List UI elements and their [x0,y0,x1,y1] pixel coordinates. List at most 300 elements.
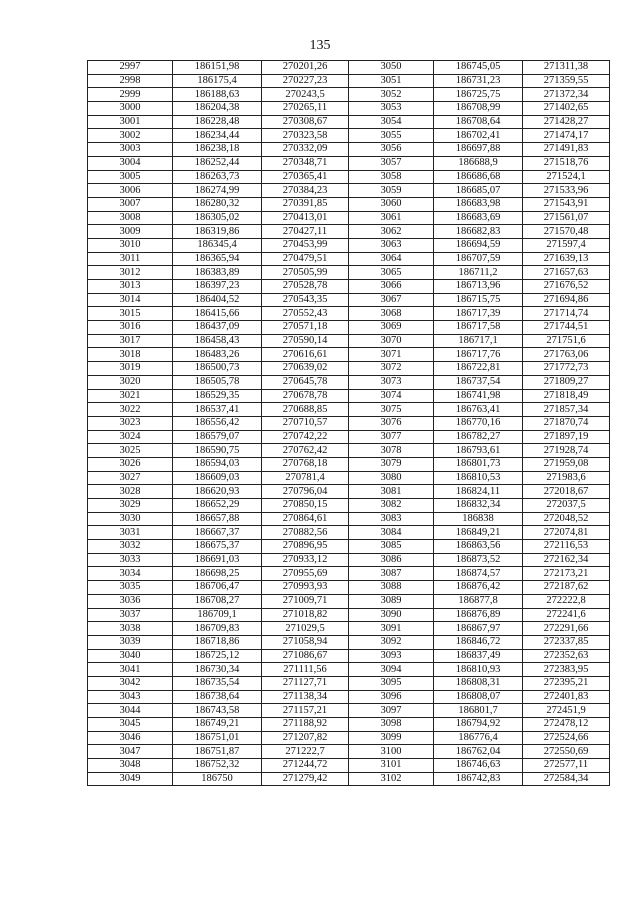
table-row [88,61,610,75]
x-coordinate-left: 186204,38 [173,102,262,116]
point-number-right: 3074 [349,389,434,403]
y-coordinate-right: 271763,06 [523,348,610,362]
x-coordinate-left: 186620,93 [173,485,262,499]
x-coordinate-left: 186404,52 [173,293,262,307]
point-number-left: 3038 [88,622,173,636]
y-coordinate-left: 270688,85 [262,403,349,417]
point-number-right: 3083 [349,512,434,526]
table-row [88,512,610,526]
y-coordinate-right: 272451,9 [523,704,610,718]
table-row [88,156,610,170]
x-coordinate-left: 186397,23 [173,280,262,294]
y-coordinate-right: 271491,83 [523,143,610,157]
y-coordinate-left: 271157,21 [262,704,349,718]
point-number-right: 3090 [349,608,434,622]
point-number-right: 3079 [349,457,434,471]
point-number-right: 3078 [349,444,434,458]
y-coordinate-right: 272524,66 [523,731,610,745]
table-row [88,457,610,471]
y-coordinate-left: 271279,42 [262,772,349,786]
table-row [88,649,610,663]
point-number-right: 3093 [349,649,434,663]
table-row [88,690,610,704]
x-coordinate-right: 186741,98 [434,389,523,403]
point-number-right: 3077 [349,430,434,444]
table-row [88,635,610,649]
point-number-left: 3040 [88,649,173,663]
point-number-right: 3068 [349,307,434,321]
point-number-left: 3021 [88,389,173,403]
x-coordinate-right: 186746,63 [434,759,523,773]
y-coordinate-right: 271518,76 [523,156,610,170]
point-number-left: 2997 [88,61,173,75]
y-coordinate-right: 271751,6 [523,334,610,348]
y-coordinate-left: 270796,04 [262,485,349,499]
y-coordinate-left: 270543,35 [262,293,349,307]
y-coordinate-left: 270955,69 [262,567,349,581]
x-coordinate-right: 186762,04 [434,745,523,759]
point-number-left: 3026 [88,457,173,471]
point-number-left: 3007 [88,197,173,211]
table-row [88,225,610,239]
x-coordinate-right: 186808,31 [434,676,523,690]
x-coordinate-right: 186782,27 [434,430,523,444]
table-row [88,348,610,362]
point-number-left: 3001 [88,115,173,129]
x-coordinate-left: 186151,98 [173,61,262,75]
y-coordinate-right: 271311,38 [523,61,610,75]
point-number-right: 3084 [349,526,434,540]
x-coordinate-left: 186383,89 [173,266,262,280]
x-coordinate-right: 186711,2 [434,266,523,280]
point-number-left: 3020 [88,375,173,389]
point-number-left: 3033 [88,553,173,567]
x-coordinate-left: 186743,58 [173,704,262,718]
point-number-right: 3062 [349,225,434,239]
point-number-right: 3091 [349,622,434,636]
x-coordinate-right: 186737,54 [434,375,523,389]
point-number-left: 3048 [88,759,173,773]
page-number: 135 [309,38,331,53]
x-coordinate-left: 186691,03 [173,553,262,567]
point-number-right: 3067 [349,293,434,307]
point-number-right: 3066 [349,280,434,294]
y-coordinate-left: 270933,12 [262,553,349,567]
point-number-right: 3058 [349,170,434,184]
table-row [88,499,610,513]
table-row [88,676,610,690]
point-number-left: 3032 [88,540,173,554]
point-number-left: 3030 [88,512,173,526]
y-coordinate-right: 271983,6 [523,471,610,485]
y-coordinate-right: 272222,8 [523,594,610,608]
point-number-left: 3002 [88,129,173,143]
y-coordinate-left: 270993,93 [262,581,349,595]
x-coordinate-left: 186752,32 [173,759,262,773]
y-coordinate-left: 270332,09 [262,143,349,157]
point-number-right: 3051 [349,74,434,88]
point-number-left: 3039 [88,635,173,649]
point-number-right: 3071 [349,348,434,362]
y-coordinate-right: 271597,4 [523,238,610,252]
x-coordinate-left: 186709,1 [173,608,262,622]
point-number-left: 3025 [88,444,173,458]
x-coordinate-right: 186874,57 [434,567,523,581]
x-coordinate-left: 186365,94 [173,252,262,266]
point-number-right: 3080 [349,471,434,485]
x-coordinate-right: 186682,83 [434,225,523,239]
table-row [88,389,610,403]
table-row [88,567,610,581]
x-coordinate-right: 186794,92 [434,718,523,732]
point-number-left: 3009 [88,225,173,239]
y-coordinate-left: 270678,78 [262,389,349,403]
table-row [88,252,610,266]
y-coordinate-left: 271127,71 [262,676,349,690]
point-number-right: 3100 [349,745,434,759]
x-coordinate-right: 186793,61 [434,444,523,458]
x-coordinate-left: 186750 [173,772,262,786]
y-coordinate-right: 271657,63 [523,266,610,280]
table-row [88,115,610,129]
x-coordinate-right: 186715,75 [434,293,523,307]
y-coordinate-left: 270645,78 [262,375,349,389]
point-number-right: 3050 [349,61,434,75]
point-number-right: 3082 [349,499,434,513]
y-coordinate-left: 270384,23 [262,184,349,198]
x-coordinate-left: 186590,75 [173,444,262,458]
x-coordinate-right: 186867,97 [434,622,523,636]
y-coordinate-right: 271570,48 [523,225,610,239]
x-coordinate-right: 186824,11 [434,485,523,499]
y-coordinate-right: 272577,11 [523,759,610,773]
y-coordinate-right: 271359,55 [523,74,610,88]
table-row [88,88,610,102]
x-coordinate-left: 186280,32 [173,197,262,211]
table-row [88,759,610,773]
y-coordinate-left: 270710,57 [262,416,349,430]
x-coordinate-right: 186873,52 [434,553,523,567]
table-row [88,772,610,786]
y-coordinate-left: 271058,94 [262,635,349,649]
x-coordinate-left: 186175,4 [173,74,262,88]
y-coordinate-right: 271959,08 [523,457,610,471]
y-coordinate-left: 270882,56 [262,526,349,540]
y-coordinate-right: 271474,17 [523,129,610,143]
y-coordinate-right: 271543,91 [523,197,610,211]
y-coordinate-right: 272018,67 [523,485,610,499]
x-coordinate-right: 186763,41 [434,403,523,417]
table-row [88,211,610,225]
table-row [88,102,610,116]
point-number-right: 3054 [349,115,434,129]
table-row [88,307,610,321]
x-coordinate-left: 186675,37 [173,540,262,554]
y-coordinate-left: 270348,71 [262,156,349,170]
x-coordinate-right: 186745,05 [434,61,523,75]
x-coordinate-left: 186657,88 [173,512,262,526]
table-row [88,403,610,417]
y-coordinate-left: 270742,22 [262,430,349,444]
table-row [88,143,610,157]
x-coordinate-left: 186738,64 [173,690,262,704]
x-coordinate-right: 186742,83 [434,772,523,786]
x-coordinate-right: 186694,59 [434,238,523,252]
point-number-right: 3076 [349,416,434,430]
x-coordinate-left: 186437,09 [173,321,262,335]
point-number-left: 3031 [88,526,173,540]
point-number-left: 3024 [88,430,173,444]
point-number-left: 3017 [88,334,173,348]
x-coordinate-right: 186686,68 [434,170,523,184]
point-number-left: 3005 [88,170,173,184]
x-coordinate-right: 186708,99 [434,102,523,116]
table-row [88,485,610,499]
y-coordinate-right: 271897,19 [523,430,610,444]
table-row [88,197,610,211]
x-coordinate-right: 186801,73 [434,457,523,471]
x-coordinate-left: 186458,43 [173,334,262,348]
point-number-right: 3064 [349,252,434,266]
x-coordinate-left: 186483,26 [173,348,262,362]
y-coordinate-right: 272584,34 [523,772,610,786]
x-coordinate-left: 186751,01 [173,731,262,745]
point-number-left: 3011 [88,252,173,266]
table-row [88,293,610,307]
point-number-right: 3053 [349,102,434,116]
x-coordinate-left: 186415,66 [173,307,262,321]
x-coordinate-left: 186708,27 [173,594,262,608]
y-coordinate-left: 270453,99 [262,238,349,252]
y-coordinate-left: 270639,02 [262,362,349,376]
x-coordinate-left: 186652,29 [173,499,262,513]
x-coordinate-left: 186749,21 [173,718,262,732]
point-number-right: 3088 [349,581,434,595]
y-coordinate-left: 270864,61 [262,512,349,526]
x-coordinate-left: 186556,42 [173,416,262,430]
y-coordinate-right: 272383,95 [523,663,610,677]
y-coordinate-right: 272241,6 [523,608,610,622]
x-coordinate-left: 186274,99 [173,184,262,198]
point-number-right: 3065 [349,266,434,280]
y-coordinate-right: 271428,27 [523,115,610,129]
x-coordinate-right: 186717,58 [434,321,523,335]
x-coordinate-right: 186725,75 [434,88,523,102]
x-coordinate-right: 186683,69 [434,211,523,225]
y-coordinate-right: 272116,53 [523,540,610,554]
y-coordinate-left: 270323,58 [262,129,349,143]
x-coordinate-left: 186609,03 [173,471,262,485]
point-number-left: 3028 [88,485,173,499]
y-coordinate-left: 270308,67 [262,115,349,129]
table-row [88,553,610,567]
point-number-left: 3036 [88,594,173,608]
x-coordinate-right: 186702,41 [434,129,523,143]
y-coordinate-left: 270552,43 [262,307,349,321]
y-coordinate-left: 271138,34 [262,690,349,704]
y-coordinate-right: 272037,5 [523,499,610,513]
x-coordinate-right: 186810,53 [434,471,523,485]
point-number-left: 3003 [88,143,173,157]
table-row [88,663,610,677]
table-row [88,444,610,458]
point-number-right: 3097 [349,704,434,718]
x-coordinate-left: 186537,41 [173,403,262,417]
x-coordinate-right: 186717,39 [434,307,523,321]
point-number-right: 3069 [349,321,434,335]
point-number-left: 3004 [88,156,173,170]
x-coordinate-right: 186683,98 [434,197,523,211]
x-coordinate-left: 186718,86 [173,635,262,649]
y-coordinate-right: 271818,49 [523,389,610,403]
x-coordinate-left: 186594,03 [173,457,262,471]
y-coordinate-right: 272048,52 [523,512,610,526]
x-coordinate-left: 186505,78 [173,375,262,389]
y-coordinate-left: 270850,15 [262,499,349,513]
y-coordinate-right: 272291,66 [523,622,610,636]
y-coordinate-left: 270427,11 [262,225,349,239]
x-coordinate-left: 186345,4 [173,238,262,252]
point-number-right: 3055 [349,129,434,143]
point-number-left: 3013 [88,280,173,294]
table-row [88,608,610,622]
x-coordinate-left: 186730,34 [173,663,262,677]
point-number-left: 3022 [88,403,173,417]
x-coordinate-right: 186838 [434,512,523,526]
point-number-left: 3046 [88,731,173,745]
coordinates-table [87,60,610,786]
x-coordinate-right: 186685,07 [434,184,523,198]
y-coordinate-left: 271111,56 [262,663,349,677]
x-coordinate-right: 186708,64 [434,115,523,129]
point-number-right: 3095 [349,676,434,690]
table-row [88,362,610,376]
point-number-right: 3096 [349,690,434,704]
y-coordinate-right: 272173,21 [523,567,610,581]
y-coordinate-right: 272478,12 [523,718,610,732]
x-coordinate-left: 186735,54 [173,676,262,690]
y-coordinate-right: 271402,65 [523,102,610,116]
point-number-right: 3075 [349,403,434,417]
x-coordinate-left: 186234,44 [173,129,262,143]
point-number-left: 3000 [88,102,173,116]
y-coordinate-right: 271857,34 [523,403,610,417]
table-row [88,184,610,198]
y-coordinate-left: 271222,7 [262,745,349,759]
point-number-left: 3014 [88,293,173,307]
y-coordinate-right: 272401,83 [523,690,610,704]
y-coordinate-left: 270528,78 [262,280,349,294]
x-coordinate-left: 186529,35 [173,389,262,403]
x-coordinate-right: 186713,96 [434,280,523,294]
x-coordinate-left: 186667,37 [173,526,262,540]
table-row [88,129,610,143]
point-number-left: 3037 [88,608,173,622]
x-coordinate-right: 186863,56 [434,540,523,554]
point-number-left: 3018 [88,348,173,362]
table-row [88,471,610,485]
table-row [88,321,610,335]
point-number-left: 3008 [88,211,173,225]
y-coordinate-right: 271744,51 [523,321,610,335]
x-coordinate-right: 186849,21 [434,526,523,540]
y-coordinate-right: 272550,69 [523,745,610,759]
point-number-right: 3098 [349,718,434,732]
point-number-left: 3041 [88,663,173,677]
table-row [88,731,610,745]
y-coordinate-left: 270762,42 [262,444,349,458]
y-coordinate-left: 270243,5 [262,88,349,102]
point-number-right: 3060 [349,197,434,211]
x-coordinate-left: 186751,87 [173,745,262,759]
point-number-left: 3010 [88,238,173,252]
y-coordinate-right: 271372,34 [523,88,610,102]
table-row [88,540,610,554]
table-row [88,594,610,608]
x-coordinate-right: 186717,76 [434,348,523,362]
point-number-left: 3042 [88,676,173,690]
y-coordinate-left: 270571,18 [262,321,349,335]
point-number-right: 3052 [349,88,434,102]
table-row [88,334,610,348]
y-coordinate-right: 272187,62 [523,581,610,595]
x-coordinate-left: 186319,86 [173,225,262,239]
x-coordinate-right: 186801,7 [434,704,523,718]
coordinates-table-body [88,61,610,786]
point-number-left: 3044 [88,704,173,718]
x-coordinate-right: 186846,72 [434,635,523,649]
table-row [88,170,610,184]
y-coordinate-left: 271009,71 [262,594,349,608]
x-coordinate-left: 186238,18 [173,143,262,157]
y-coordinate-right: 271714,74 [523,307,610,321]
point-number-left: 3012 [88,266,173,280]
y-coordinate-left: 270479,51 [262,252,349,266]
y-coordinate-left: 270896,95 [262,540,349,554]
point-number-left: 2998 [88,74,173,88]
x-coordinate-left: 186579,07 [173,430,262,444]
point-number-right: 3101 [349,759,434,773]
point-number-left: 3035 [88,581,173,595]
y-coordinate-left: 270590,14 [262,334,349,348]
y-coordinate-right: 271694,86 [523,293,610,307]
table-row [88,416,610,430]
table-row [88,718,610,732]
point-number-right: 3070 [349,334,434,348]
point-number-right: 3087 [349,567,434,581]
y-coordinate-left: 270391,85 [262,197,349,211]
x-coordinate-left: 186188,63 [173,88,262,102]
x-coordinate-right: 186776,4 [434,731,523,745]
y-coordinate-left: 270201,26 [262,61,349,75]
y-coordinate-right: 272337,85 [523,635,610,649]
y-coordinate-left: 270781,4 [262,471,349,485]
y-coordinate-right: 272352,63 [523,649,610,663]
point-number-right: 3073 [349,375,434,389]
x-coordinate-right: 186697,88 [434,143,523,157]
point-number-right: 3094 [349,663,434,677]
x-coordinate-right: 186770,16 [434,416,523,430]
point-number-left: 3015 [88,307,173,321]
point-number-left: 2999 [88,88,173,102]
table-row [88,622,610,636]
table-row [88,74,610,88]
table-row [88,238,610,252]
point-number-right: 3099 [349,731,434,745]
y-coordinate-left: 270265,11 [262,102,349,116]
x-coordinate-right: 186832,34 [434,499,523,513]
y-coordinate-right: 271524,1 [523,170,610,184]
